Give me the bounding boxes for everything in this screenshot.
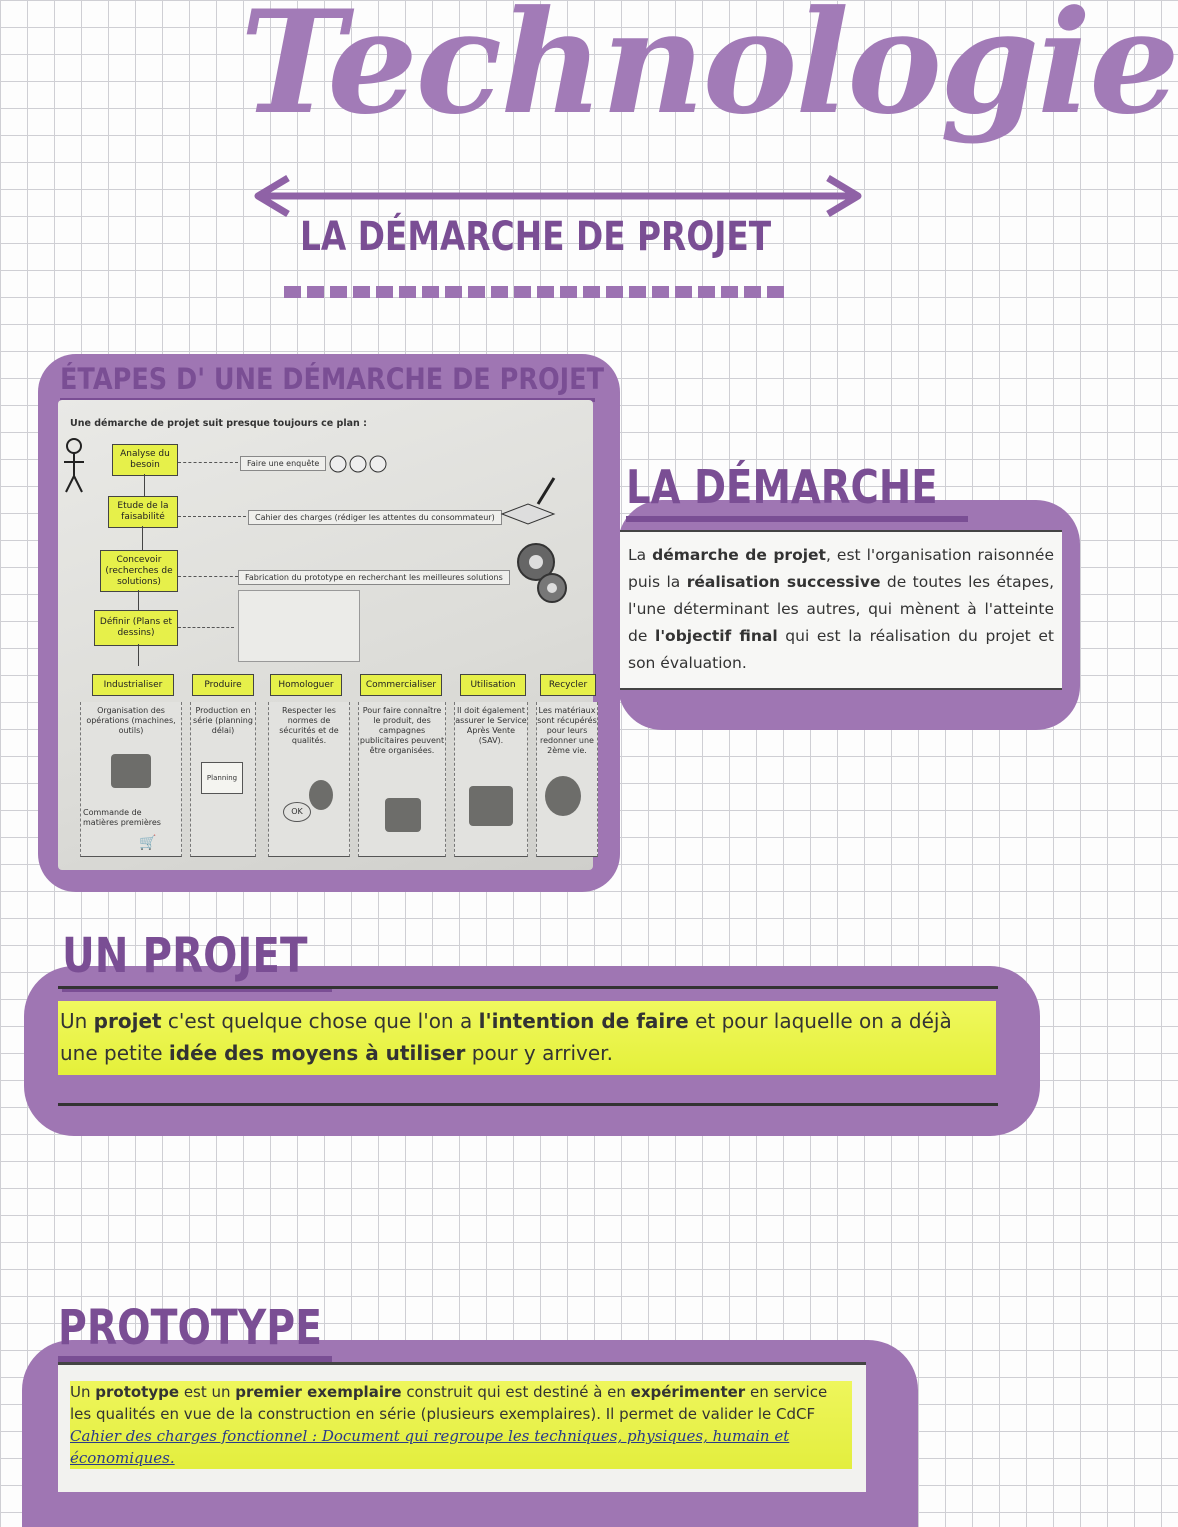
stamp-icon — [309, 780, 333, 810]
desc-industrialiser: Organisation des opérations (machines, outils) Commande de matières premières 🛒 — [80, 702, 182, 857]
step-concevoir: Concevoir (recherches de solutions) — [100, 550, 178, 592]
cart-icon: 🛒 — [139, 835, 157, 851]
step-utilisation: Utilisation — [460, 674, 526, 696]
prototype-card — [58, 1362, 866, 1492]
diagram-photo — [58, 400, 597, 870]
recycle-icon — [545, 776, 581, 816]
dashed-divider — [284, 286, 790, 305]
etapes-heading: ÉTAPES D' UNE DÉMARCHE DE PROJET — [60, 362, 605, 396]
diagram-intro: Une démarche de projet suit presque toujours ce plan : — [70, 418, 367, 429]
demarche-text: La démarche de projet, est l'organisation raisonnée puis la réalisation successive de toutes les étapes, l'une déterminant les autres, qui mènent à l'atteinte de l'objectif final qui est la réalisation du projet et son évaluation. — [620, 530, 1062, 690]
step-produire: Produire — [192, 674, 254, 696]
page-subtitle: LA DÉMARCHE DE PROJET — [300, 214, 772, 260]
step-analyse: Analyse du besoin — [112, 444, 178, 476]
calendar-icon: Planning — [201, 762, 243, 794]
prototype-text: Un prototype est un premier exemplaire construit qui est destiné à en expérimenter en service les qualités en vue de la construction en série (plusieurs exemplaires). Il permet de valider le CdCF Cahier des charges fonctionnel : Document qui regroupe les techniques, physiques, humain et économiques. — [70, 1381, 852, 1469]
book-pen-icon — [498, 474, 558, 530]
prototype-heading: PROTOTYPE — [58, 1300, 323, 1356]
tv-icon — [385, 798, 421, 832]
step-commercialiser: Commercialiser — [360, 674, 442, 696]
handwritten-note: Cahier des charges fonctionnel : Document qui regroupe les techniques, physiques, humain et économiques. — [70, 1427, 790, 1467]
desc-produire: Production en série (planning délai) Planning — [190, 702, 256, 857]
step-faisabilite: Etude de la faisabilité — [108, 496, 178, 528]
page-title: Technologie — [240, 0, 1178, 146]
step-industrialiser: Industrialiser — [92, 674, 174, 696]
note-concevoir: Fabrication du prototype en recherchant les meilleures solutions — [238, 570, 510, 585]
desc-recycler: Les matériaux sont récupérés pour leurs redonner une 2ème vie. — [536, 702, 598, 857]
desc-commercialiser: Pour faire connaître le produit, des campagnes publicitaires peuvent être organisées. — [358, 702, 446, 857]
ok-stamp-icon: OK — [283, 802, 311, 822]
person-icon — [60, 436, 88, 496]
toolbox-icon — [111, 754, 151, 788]
projet-heading: UN PROJET — [62, 928, 308, 984]
desc-utilisation: Il doit également assurer le Service Après Vente (SAV). — [454, 702, 528, 857]
projet-card — [58, 986, 998, 1106]
note-faisabilite: Cahier des charges (rédiger les attentes du consommateur) — [248, 510, 502, 525]
step-recycler: Recycler — [540, 674, 596, 696]
double-arrow-icon — [248, 172, 868, 220]
service-icon — [469, 786, 513, 826]
projet-text: Un projet c'est quelque chose que l'on a l'intention de faire et pour laquelle on a déjà une petite idée des moyens à utiliser pour y arriver. — [58, 1001, 996, 1075]
smiley-icons — [328, 452, 388, 476]
gears-icon — [510, 538, 572, 608]
step-definir: Définir (Plans et dessins) — [94, 610, 178, 646]
demarche-heading: LA DÉMARCHE — [626, 460, 938, 514]
note-analyse: Faire une enquête — [240, 456, 326, 471]
demarche-heading-underline — [626, 516, 968, 522]
desc-homologuer: Respecter les normes de sécurités et de qualités. OK — [268, 702, 350, 857]
step-homologuer: Homologuer — [270, 674, 342, 696]
plan-drawing — [238, 590, 360, 662]
